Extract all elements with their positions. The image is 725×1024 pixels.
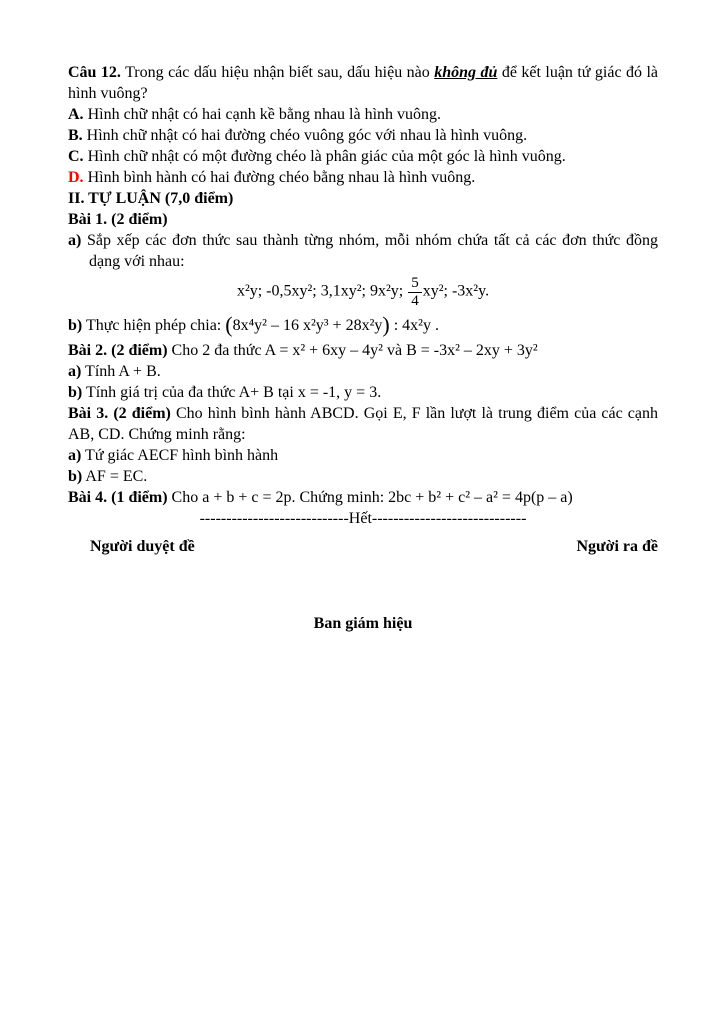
bai4-paragraph xyxy=(68,487,658,508)
bai3-item-a xyxy=(68,445,658,466)
het-divider: ----------------------------Hết----------------------------- xyxy=(199,510,527,527)
bai1-item-a xyxy=(68,230,658,272)
bai1-heading: Bài 1. (2 điểm) xyxy=(68,211,168,228)
option-c xyxy=(68,146,658,167)
signature-row xyxy=(68,536,658,557)
bai3-b-text: AF = EC. xyxy=(85,468,148,485)
option-b-label: B. xyxy=(68,127,83,144)
bai2-paragraph xyxy=(68,340,658,361)
bai2-b-label: b) xyxy=(68,384,83,401)
bai2-item-a xyxy=(68,361,658,382)
bai2-heading: Bài 2. (2 điểm) xyxy=(68,342,168,359)
bai2-item-b xyxy=(68,382,658,403)
fraction-five-fourths xyxy=(408,275,422,309)
bai1-a-label: a) xyxy=(68,232,82,249)
bai1-b-text: Thực hiện phép chia: xyxy=(85,317,222,334)
bai1-a-text: Sắp xếp các đơn thức sau thành từng nhóm, mỗi nhóm chứa tất cả các đơn thức đồng dạng với nhau: xyxy=(86,232,659,270)
bai3-intro: Cho hình bình hành ABCD. Gọi E, F lần lượt là trung điểm của các cạnh AB, CD. Chứng minh rằng: xyxy=(68,405,659,443)
question-12 xyxy=(68,62,658,104)
option-a-label: A. xyxy=(68,106,84,123)
principal-board-label: Ban giám hiệu xyxy=(313,615,413,632)
option-b-text: Hình chữ nhật có hai đường chéo vuông góc với nhau là hình vuông. xyxy=(86,127,528,144)
monomials-after-fraction: xy²; -3x²y. xyxy=(422,282,490,300)
option-c-label: C. xyxy=(68,148,84,165)
question-12-text-before: Trong các dấu hiệu nhận biết sau, dấu hiệu nào xyxy=(125,64,430,81)
reviewer-signature-label: Người duyệt đề xyxy=(90,538,195,555)
question-12-text-after: để kết luận tứ giác đó là hình vuông? xyxy=(68,64,659,102)
author-signature-label: Người ra đề xyxy=(576,538,658,555)
bai1-b-divisor: : 4x²y . xyxy=(393,317,439,334)
option-b xyxy=(68,125,658,146)
bai3-heading: Bài 3. (2 điểm) xyxy=(68,405,171,422)
bai3-a-text: Tứ giác AECF hình bình hành xyxy=(85,447,279,464)
bai3-paragraph xyxy=(68,403,658,445)
bai1-b-dividend: 8x⁴y² – 16 x²y³ + 28x²y xyxy=(232,317,383,334)
bai2-intro: Cho 2 đa thức A = x² + 6xy – 4y² và B = -3x² – 2xy + 3y² xyxy=(171,342,538,359)
option-a-text: Hình chữ nhật có hai cạnh kề bằng nhau là hình vuông. xyxy=(87,106,442,123)
bai2-a-text: Tính A + B. xyxy=(85,363,161,380)
bai3-item-b xyxy=(68,466,658,487)
bai3-a-label: a) xyxy=(68,447,82,464)
option-a xyxy=(68,104,658,125)
option-d-label: D. xyxy=(68,169,84,186)
bai2-b-text: Tính giá trị của đa thức A+ B tại x = -1, y = 3. xyxy=(85,384,382,401)
option-d-text: Hình bình hành có hai đường chéo bằng nhau là hình vuông. xyxy=(87,169,476,186)
bai2-a-label: a) xyxy=(68,363,82,380)
option-d xyxy=(68,167,658,188)
bai4-text: Cho a + b + c = 2p. Chứng minh: 2bc + b² + c² – a² = 4p(p – a) xyxy=(171,489,573,506)
bai1-item-b xyxy=(68,314,658,336)
option-c-text: Hình chữ nhật có một đường chéo là phân giác của một góc là hình vuông. xyxy=(87,148,566,165)
fraction-numerator: 5 xyxy=(408,275,422,293)
bai1-b-label: b) xyxy=(68,317,83,334)
question-12-number: Câu 12. xyxy=(68,64,121,81)
bai4-heading: Bài 4. (1 điểm) xyxy=(68,489,168,506)
close-paren: ) xyxy=(382,312,390,337)
bai1-monomial-list xyxy=(68,275,658,309)
open-paren: ( xyxy=(225,312,233,337)
section-ii-heading: II. TỰ LUẬN (7,0 điểm) xyxy=(68,190,234,207)
bai3-b-label: b) xyxy=(68,468,83,485)
monomials-before-fraction: x²y; -0,5xy²; 3,1xy²; 9x²y; xyxy=(236,282,404,300)
fraction-denominator: 4 xyxy=(411,292,419,309)
question-12-emphasis: không đủ xyxy=(434,64,498,81)
